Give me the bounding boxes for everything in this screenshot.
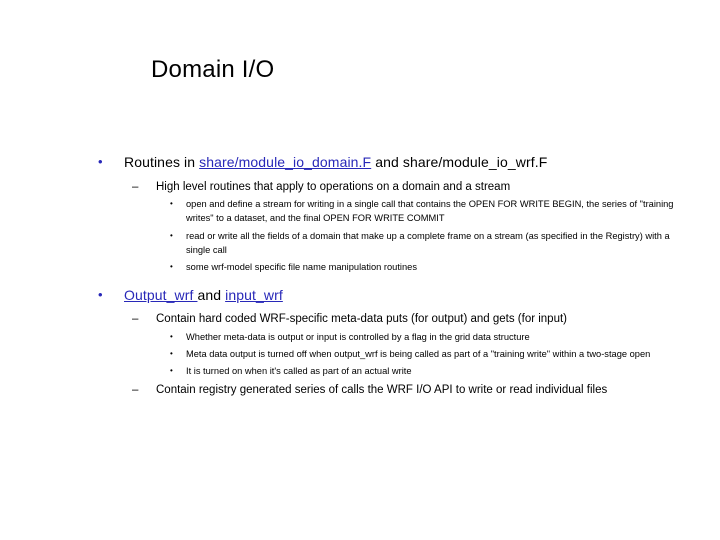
point-marker: • [170,262,173,271]
point-marker: • [170,366,173,375]
subitem-text: High level routines that apply to operations on a domain and a stream [156,181,511,193]
point-text: Whether meta-data is output or input is controlled by a flag in the grid data structure [186,332,530,342]
point-marker: • [170,231,173,240]
point-text: some wrf-model specific file name manipulation routines [186,262,417,272]
input-wrf-link[interactable]: input_wrf [225,287,283,303]
point-text: open and define a stream for writing in a single call that contains the OPEN FOR WRITE BEGIN, the series of "training writes" to a dataset, and the final OPEN FOR WRITE COMMIT [186,199,674,223]
dash-marker: – [132,313,139,325]
bullet-middle: and [197,287,226,303]
slide-title: Domain I/O [151,56,275,83]
output-wrf-link[interactable]: Output_wrf [124,287,198,303]
point-marker: • [170,199,173,208]
bullet-marker: • [98,154,103,169]
subitem-text: Contain registry generated series of calls the WRF I/O API to write or read individual files [156,384,608,396]
dash-marker: – [132,384,139,396]
dash-marker: – [132,181,139,193]
bullet-prefix: Routines in [124,154,200,170]
module-io-domain-link[interactable]: share/module_io_domain.F [199,154,372,170]
bullet-middle: and share/module_io_wrf.F [371,154,548,170]
bullet-text [124,286,283,304]
bullet-text [124,153,547,171]
point-marker: • [170,349,173,358]
point-text: read or write all the fields of a domain that make up a complete frame on a stream (as specified in the Registry) with a single call [186,231,670,255]
subitem-text: Contain hard coded WRF-specific meta-data puts (for output) and gets (for input) [156,313,568,325]
bullet-marker: • [98,287,103,302]
point-marker: • [170,332,173,341]
point-text: Meta data output is turned off when output_wrf is being called as part of a "training write" within a two-stage open [186,349,651,359]
point-text: It is turned on when it's called as part of an actual write [186,366,412,376]
